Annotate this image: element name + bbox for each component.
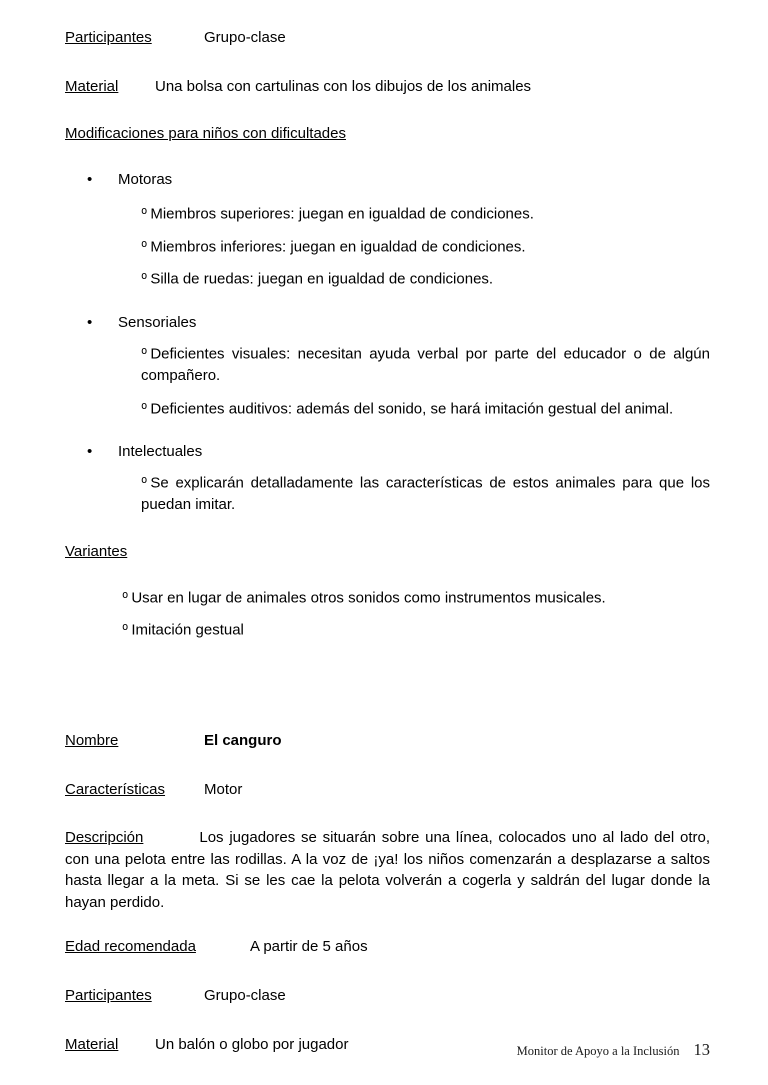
circle-bullet-icon: o	[122, 589, 129, 601]
bullet-icon: •	[87, 171, 93, 188]
footer-title: Monitor de Apoyo a la Inclusión	[516, 1044, 680, 1058]
field-value: Motor	[204, 781, 243, 798]
field-value: Una bolsa con cartulinas con los dibujos de los animales	[155, 78, 532, 95]
field-value: El canguro	[204, 732, 282, 749]
list-item	[141, 395, 710, 421]
field-label: Características	[65, 781, 166, 798]
bullet-group-motoras	[65, 169, 710, 190]
list-item	[122, 585, 710, 609]
circle-bullet-icon: o	[141, 237, 148, 250]
field-participantes-top	[65, 27, 710, 48]
bullet-group-title: Intelectuales	[118, 442, 203, 460]
circle-bullet-icon: o	[141, 205, 148, 217]
bullet-group-sensoriales	[65, 312, 710, 333]
list-item	[141, 340, 710, 388]
list-item	[141, 233, 710, 259]
bullet-group-intelectuales	[65, 441, 710, 462]
field-value: A partir de 5 años	[250, 938, 368, 955]
field-participantes-bottom	[65, 985, 710, 1006]
field-label: Edad recomendada	[65, 938, 196, 955]
field-label: Nombre	[65, 732, 119, 749]
page-footer	[0, 1040, 710, 1061]
list-item-text: Usar en lugar de animales otros sonidos como instrumentos musicales.	[131, 589, 606, 607]
field-value: Grupo-clase	[204, 987, 286, 1004]
circle-bullet-icon: o	[141, 270, 148, 282]
list-item-text: Miembros inferiores: juegan en igualdad de condiciones.	[150, 238, 526, 255]
list-item	[141, 469, 710, 517]
field-label: Material	[65, 1036, 119, 1053]
list-item-text: Imitación gestual	[131, 621, 244, 638]
descripcion-text: Los jugadores se situarán sobre una línea, colocados uno al lado del otro, con una pelota entre las rodillas. A la voz de ¡ya! los niños comenzarán a desplazarse a saltos hasta llegar a la meta. Si se les cae la pelota volverán a cogerla y saldrán del lugar donde la hayan perdido.	[65, 829, 710, 911]
field-label: Descripción	[65, 829, 144, 846]
variantes-heading: Variantes	[65, 543, 128, 560]
modificaciones-heading: Modificaciones para niños con dificultades	[65, 125, 346, 142]
field-nombre	[65, 730, 710, 751]
list-item-text: Deficientes visuales: necesitan ayuda verbal por parte del educador o de algún compañero.	[141, 345, 710, 384]
descripcion-paragraph	[65, 827, 710, 913]
field-label: Material	[65, 78, 119, 95]
field-edad	[65, 936, 710, 957]
list-item	[122, 617, 710, 641]
field-value: Grupo-clase	[204, 29, 286, 46]
circle-bullet-icon: o	[141, 400, 148, 412]
field-label: Participantes	[65, 29, 152, 46]
field-material-top	[65, 76, 710, 97]
bullet-icon: •	[87, 313, 93, 331]
list-item	[141, 200, 710, 226]
list-item-text: Se explicarán detalladamente las características de estos animales para que los puedan imitar.	[141, 474, 710, 513]
list-item	[141, 265, 710, 291]
circle-bullet-icon: o	[141, 473, 148, 486]
list-item-text: Deficientes auditivos: además del sonido, se hará imitación gestual del animal.	[150, 400, 674, 418]
circle-bullet-icon: o	[122, 620, 129, 633]
bullet-group-title: Sensoriales	[118, 313, 197, 331]
list-item-text: Miembros superiores: juegan en igualdad de condiciones.	[150, 205, 534, 223]
list-item-text: Silla de ruedas: juegan en igualdad de condiciones.	[150, 270, 494, 288]
circle-bullet-icon: o	[141, 344, 148, 357]
field-caracteristicas	[65, 779, 710, 800]
field-value: Un balón o globo por jugador	[155, 1036, 349, 1053]
bullet-icon: •	[87, 442, 93, 460]
bullet-group-title: Motoras	[118, 171, 173, 188]
page-number: 13	[693, 1040, 710, 1059]
field-label: Participantes	[65, 987, 152, 1004]
